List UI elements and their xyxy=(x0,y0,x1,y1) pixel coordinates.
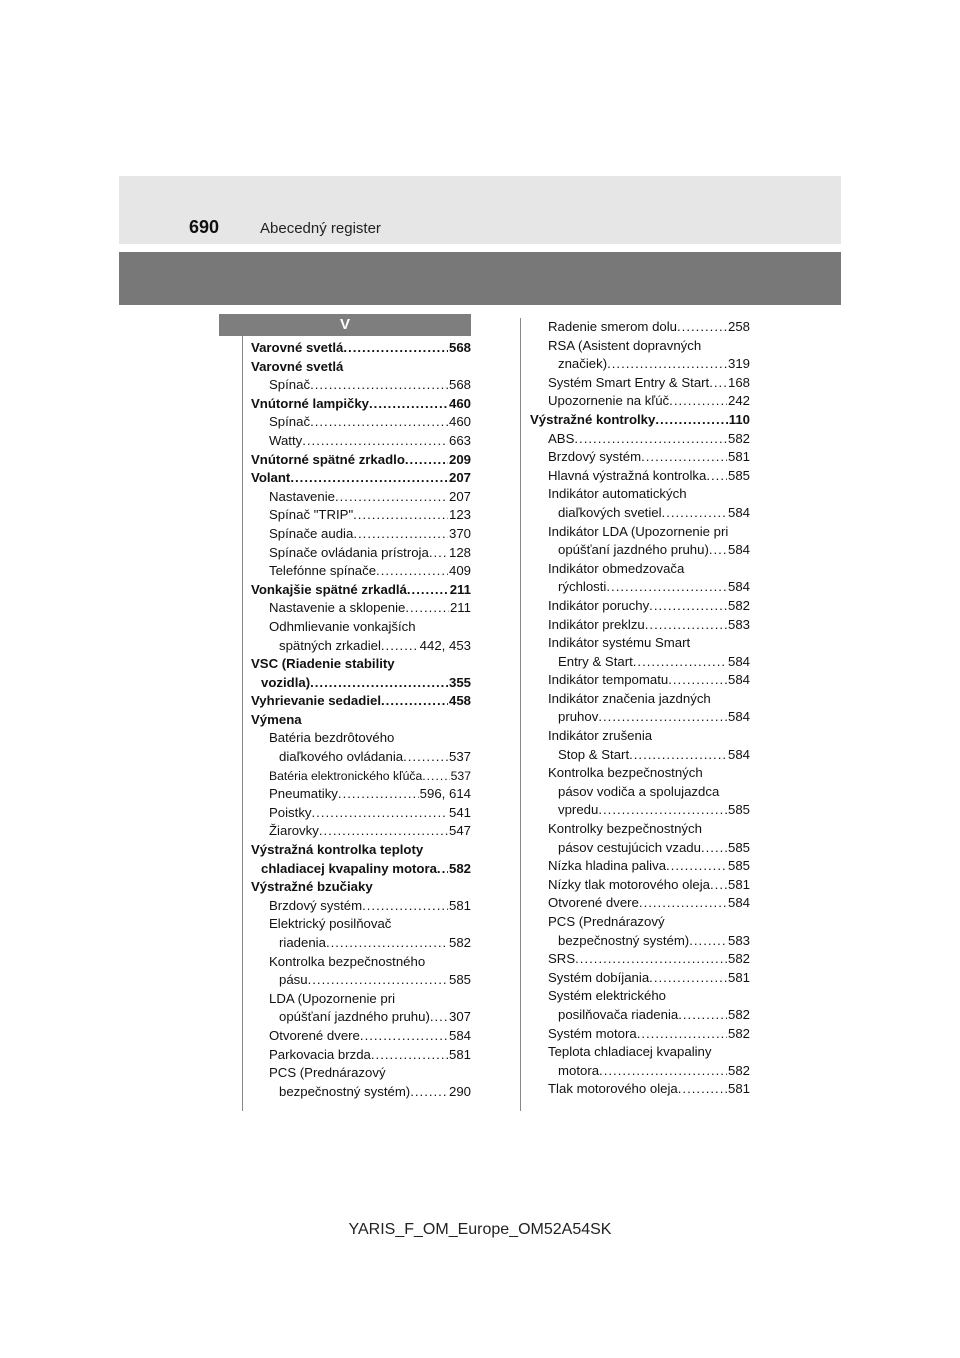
index-entry-term: Indikátor značenia jazdných xyxy=(548,690,711,706)
index-entry-page: 409 xyxy=(448,563,471,579)
index-entry-term: Varovné svetlá xyxy=(251,358,344,374)
index-entry xyxy=(530,448,750,467)
index-entry-page: 583 xyxy=(727,616,750,632)
index-entry xyxy=(251,1046,471,1065)
index-entry xyxy=(530,932,750,951)
index-entry xyxy=(251,395,471,414)
index-entry xyxy=(251,525,471,544)
index-entry xyxy=(530,467,750,486)
dot-leader xyxy=(666,857,727,876)
index-entry-page: 242 xyxy=(727,393,750,409)
index-entry-page: 585 xyxy=(448,972,471,988)
index-entry-term: Indikátor poruchy xyxy=(548,597,650,613)
index-entry-page: 581 xyxy=(727,876,750,892)
index-entry-term: bezpečnostný systém) xyxy=(279,1083,411,1099)
dot-leader xyxy=(376,562,448,581)
left-column-rule xyxy=(242,336,243,1111)
index-entry xyxy=(530,578,750,597)
index-entry-heading xyxy=(530,727,750,746)
index-entry xyxy=(530,876,750,895)
index-entry xyxy=(530,1006,750,1025)
index-entry-page: 460 xyxy=(448,395,471,411)
index-entry-page: 458 xyxy=(448,693,471,709)
index-entry-term: pásu xyxy=(279,972,308,988)
index-entry-page: 582 xyxy=(448,860,471,876)
index-entry xyxy=(251,562,471,581)
index-entry-page: 537 xyxy=(450,768,471,783)
dot-leader xyxy=(606,578,727,597)
index-entry xyxy=(530,950,750,969)
index-entry-heading xyxy=(251,729,471,748)
index-entry-term: RSA (Asistent dopravných xyxy=(548,337,702,353)
index-entry xyxy=(251,674,471,693)
index-entry xyxy=(530,1062,750,1081)
index-entry-term: Stop & Start xyxy=(558,746,630,762)
index-entry-page: 258 xyxy=(727,319,750,334)
index-entry-term: Vonkajšie spätné zrkadlá xyxy=(251,581,407,597)
right-column-rule xyxy=(520,318,521,1111)
index-entry-term: Brzdový systém xyxy=(269,897,363,913)
index-entry xyxy=(251,506,471,525)
index-entry-term: Výstražné bzučiaky xyxy=(251,879,373,895)
index-entry-page: 582 xyxy=(727,951,750,967)
index-entry-page: 581 xyxy=(727,969,750,985)
index-entry-term: LDA (Upozornenie pri xyxy=(269,990,396,1006)
dot-leader xyxy=(410,1083,448,1102)
index-entry xyxy=(530,504,750,523)
index-entry-term: PCS (Prednárazový xyxy=(548,914,665,929)
dot-leader xyxy=(310,413,448,432)
dot-leader xyxy=(312,804,448,823)
index-entry-term: značiek) xyxy=(558,356,608,372)
index-entry-term: diaľkového ovládania xyxy=(279,749,404,765)
index-entry-page: 584 xyxy=(727,579,750,595)
dot-leader xyxy=(701,839,727,858)
index-entry-term: Indikátor obmedzovača xyxy=(548,560,685,576)
index-entry-page: 581 xyxy=(448,1046,471,1062)
dot-leader xyxy=(599,1062,727,1081)
dot-leader xyxy=(607,355,727,374)
index-entry-term: pruhov xyxy=(558,709,599,725)
dot-leader xyxy=(362,897,448,916)
dot-leader xyxy=(709,541,727,560)
index-entry-term: Spínač xyxy=(269,377,311,393)
index-entry xyxy=(251,692,471,711)
index-entry-heading xyxy=(530,690,750,709)
index-entry-term: diaľkových svetiel xyxy=(558,504,662,520)
index-entry xyxy=(251,804,471,823)
dot-leader xyxy=(629,746,727,765)
index-entry xyxy=(530,1080,750,1099)
index-entry xyxy=(251,581,471,600)
dot-leader xyxy=(310,376,448,395)
dot-leader xyxy=(645,616,727,635)
index-entry-heading xyxy=(530,987,750,1006)
index-entry-heading xyxy=(251,1064,471,1083)
index-entry-term: Spínač xyxy=(269,414,311,430)
index-entry xyxy=(251,637,471,656)
index-entry-heading xyxy=(251,878,471,897)
index-entry-page: 585 xyxy=(727,839,750,855)
index-entry xyxy=(530,430,750,449)
index-entry-term: posilňovača riadenia xyxy=(558,1006,679,1022)
index-entry-page: 584 xyxy=(727,653,750,669)
index-entry-page: 582 xyxy=(727,1062,750,1078)
index-entry-page: 584 xyxy=(727,895,750,911)
index-entry xyxy=(530,969,750,988)
index-entry-term: bezpečnostný systém) xyxy=(558,932,690,948)
index-entry-term: Batéria elektronického kľúča xyxy=(269,768,423,783)
index-entry xyxy=(530,374,750,393)
index-entry-term: Nízky tlak motorového oleja xyxy=(548,876,710,892)
index-entry xyxy=(530,597,750,616)
index-entry-term: Výstražné kontrolky xyxy=(530,411,656,427)
index-entry-page: 584 xyxy=(727,542,750,558)
dot-leader xyxy=(575,950,727,969)
index-entry-heading xyxy=(530,820,750,839)
index-entry-heading xyxy=(530,913,750,932)
dot-leader xyxy=(429,544,448,563)
dot-leader xyxy=(369,395,448,414)
index-entry xyxy=(251,376,471,395)
index-entry-page: 584 xyxy=(727,672,750,688)
index-entry-term: Nastavenie a sklopenie xyxy=(269,600,406,616)
index-entry-page: 582 xyxy=(727,1006,750,1022)
index-entry-term: rýchlosti xyxy=(558,579,607,595)
dot-leader xyxy=(326,934,448,953)
index-entry-heading xyxy=(251,618,471,637)
index-entry-page: 585 xyxy=(727,858,750,874)
index-entry-page: 207 xyxy=(448,470,471,486)
index-entry-term: Systém motora xyxy=(548,1025,637,1041)
index-entry xyxy=(530,411,750,430)
index-entry-term: Nízka hladina paliva xyxy=(548,858,667,874)
index-entry-term: Spínače ovládania prístroja xyxy=(269,544,429,560)
index-entry-page: 442, 453 xyxy=(419,637,471,653)
index-entry-term: Brzdový systém xyxy=(548,449,642,465)
dot-leader xyxy=(353,525,448,544)
index-entry xyxy=(251,748,471,767)
index-entry xyxy=(251,1083,471,1102)
index-entry-term: Otvorené dvere xyxy=(269,1027,360,1043)
header-dark-band xyxy=(119,252,841,305)
dot-leader xyxy=(407,581,449,600)
dot-leader xyxy=(343,339,448,358)
dot-leader xyxy=(430,1008,448,1027)
index-entry-term: Systém Smart Entry & Start xyxy=(548,374,710,390)
index-entry-page: 207 xyxy=(448,488,471,504)
dot-leader xyxy=(290,469,448,488)
index-entry-heading xyxy=(530,1043,750,1062)
index-entry-page: 663 xyxy=(448,432,471,448)
index-entry xyxy=(251,488,471,507)
index-entry-term: Spínače audia xyxy=(269,525,354,541)
index-entry-page: 541 xyxy=(448,804,471,820)
index-entry-term: Nastavenie xyxy=(269,488,335,504)
index-entry-page: 290 xyxy=(448,1083,471,1099)
index-entry-term: Varovné svetlá xyxy=(251,340,344,355)
index-entry-page: 583 xyxy=(727,932,750,948)
index-entry-term: Indikátor systému Smart xyxy=(548,635,691,651)
index-entry xyxy=(251,469,471,488)
index-entry-term: riadenia xyxy=(279,935,326,950)
index-entry-term: Systém dobíjania xyxy=(548,969,650,985)
index-entry-page: 584 xyxy=(727,746,750,762)
index-entry-page: 123 xyxy=(448,507,471,523)
index-entry-term: Kontrolka bezpečnostného xyxy=(269,953,426,969)
index-entry-term: Indikátor zrušenia xyxy=(548,728,653,744)
index-entry xyxy=(251,971,471,990)
index-entry xyxy=(530,894,750,913)
index-entry-term: Výstražná kontrolka teploty xyxy=(251,842,424,858)
index-entry-term: Indikátor preklzu xyxy=(548,616,645,632)
index-entry xyxy=(251,413,471,432)
index-entry-term: Výmena xyxy=(251,711,302,727)
dot-leader xyxy=(310,674,448,693)
dot-leader xyxy=(677,318,727,337)
index-entry-term: VSC (Riadenie stability xyxy=(251,656,395,672)
index-entry-term: Kontrolky bezpečnostných xyxy=(548,821,702,837)
index-entry-page: 582 xyxy=(448,935,471,950)
dot-leader xyxy=(633,653,727,672)
index-entry-page: 568 xyxy=(448,340,471,355)
index-entry xyxy=(251,1027,471,1046)
index-entry-page: 596, 614 xyxy=(419,786,471,802)
index-entry xyxy=(251,897,471,916)
index-entry-heading xyxy=(530,783,750,802)
dot-leader xyxy=(598,708,727,727)
index-entry-page: 547 xyxy=(448,823,471,839)
index-entry-heading xyxy=(530,634,750,653)
index-entry xyxy=(530,392,750,411)
index-entry xyxy=(251,599,471,618)
index-entry-page: 582 xyxy=(727,1025,750,1041)
document-footer: YARIS_F_OM_Europe_OM52A54SK xyxy=(348,1221,612,1238)
index-entry-heading xyxy=(251,915,471,934)
index-entry-term: ABS xyxy=(548,430,575,446)
index-entry xyxy=(530,746,750,765)
index-entry xyxy=(530,541,750,560)
dot-leader xyxy=(678,1080,727,1099)
index-entry-page: 128 xyxy=(448,544,471,560)
index-entry xyxy=(530,355,750,374)
index-entry xyxy=(251,339,471,358)
index-entry-term: Teplota chladiacej kvapaliny xyxy=(548,1044,712,1060)
index-entry-term: Otvorené dvere xyxy=(548,895,639,911)
index-entry-term: Vnútorné lampičky xyxy=(251,395,369,411)
dot-leader xyxy=(649,969,727,988)
index-entry-page: 581 xyxy=(448,897,471,913)
dot-leader xyxy=(662,504,727,523)
dot-leader xyxy=(405,451,448,470)
header-band xyxy=(119,176,841,244)
index-entry-term: pásov cestujúcich vzadu xyxy=(558,839,701,855)
index-entry-term: Spínač "TRIP" xyxy=(269,507,354,523)
index-entry-term: Upozornenie na kľúč xyxy=(548,393,670,409)
dot-leader xyxy=(574,430,727,449)
index-entry-heading xyxy=(530,485,750,504)
index-entry-page: 355 xyxy=(448,674,471,690)
index-entry-heading xyxy=(530,560,750,579)
index-entry-heading xyxy=(251,358,471,377)
index-entry xyxy=(251,1008,471,1027)
index-letter-tab: V xyxy=(219,314,471,336)
index-entry-page: 110 xyxy=(728,411,750,427)
index-entry xyxy=(530,653,750,672)
index-entry xyxy=(251,544,471,563)
index-entry-term: motora xyxy=(558,1062,600,1078)
index-entry-term: spätných zrkadiel xyxy=(279,637,381,653)
index-entry xyxy=(530,671,750,690)
index-entry-page: 581 xyxy=(727,449,750,465)
dot-leader xyxy=(353,506,448,525)
index-entry-page: 585 xyxy=(727,467,750,483)
index-entry-page: 211 xyxy=(449,600,471,616)
dot-leader xyxy=(641,448,727,467)
dot-leader xyxy=(371,1046,448,1065)
index-entry-term: Vnútorné spätné zrkadlo xyxy=(251,451,405,467)
index-entry-page: 460 xyxy=(448,414,471,430)
index-entry-term: Kontrolka bezpečnostných xyxy=(548,765,703,781)
index-entry-term: Žiarovky xyxy=(269,823,319,839)
dot-leader xyxy=(669,392,727,411)
dot-leader xyxy=(381,692,448,711)
dot-leader xyxy=(598,801,727,820)
index-entry-heading xyxy=(251,953,471,972)
dot-leader xyxy=(706,467,727,486)
dot-leader xyxy=(709,374,727,393)
index-entry-term: vozidla) xyxy=(261,674,311,690)
dot-leader xyxy=(302,432,448,451)
index-entry-term: Systém elektrického xyxy=(548,988,666,1004)
index-entry xyxy=(530,839,750,858)
index-entry-term: chladiacej kvapaliny motora xyxy=(261,860,437,876)
index-entry xyxy=(530,318,750,337)
dot-leader xyxy=(655,411,727,430)
index-entry-heading xyxy=(251,711,471,730)
index-entry-term: Indikátor LDA (Upozornenie pri xyxy=(548,523,729,539)
dot-leader xyxy=(338,785,419,804)
index-entry-page: 168 xyxy=(727,374,750,390)
index-entry-term: Entry & Start xyxy=(558,653,633,669)
index-entry xyxy=(530,616,750,635)
index-entry xyxy=(251,451,471,470)
dot-leader xyxy=(710,876,727,895)
index-entry-page: 584 xyxy=(448,1027,471,1043)
index-entry-term: Vyhrievanie sedadiel xyxy=(251,693,381,709)
dot-leader xyxy=(639,894,727,913)
dot-leader xyxy=(405,599,449,618)
index-entry-page: 582 xyxy=(727,430,750,446)
index-entry-page: 584 xyxy=(727,709,750,725)
index-entry-heading xyxy=(251,655,471,674)
index-entry-term: PCS (Prednárazový xyxy=(269,1065,386,1081)
index-entry-term: Indikátor tempomatu xyxy=(548,672,669,688)
index-entry-page: 209 xyxy=(448,451,471,467)
index-entry-term: Batéria bezdrôtového xyxy=(269,730,395,746)
dot-leader xyxy=(381,637,419,656)
index-entry-heading xyxy=(530,337,750,356)
index-entry-term: Volant xyxy=(251,470,291,486)
index-entry xyxy=(530,857,750,876)
index-entry-term: Hlavná výstražná kontrolka xyxy=(548,467,707,483)
index-entry-page: 582 xyxy=(727,597,750,613)
index-entry xyxy=(530,801,750,820)
index-entry-term: opúšťaní jazdného pruhu) xyxy=(279,1009,430,1025)
dot-leader xyxy=(649,597,727,616)
section-title: Abecedný register xyxy=(260,220,381,237)
dot-leader xyxy=(668,671,727,690)
dot-leader xyxy=(422,767,449,786)
dot-leader xyxy=(637,1025,727,1044)
index-entry-term: pásov vodiča a spolujazdca xyxy=(558,783,720,799)
index-entry-page: 319 xyxy=(727,356,750,372)
index-entry-term: Parkovacia brzda xyxy=(269,1046,371,1062)
dot-leader xyxy=(360,1027,448,1046)
index-entry xyxy=(251,432,471,451)
dot-leader xyxy=(319,822,448,841)
index-entry xyxy=(530,1025,750,1044)
index-entry-term: SRS xyxy=(548,951,576,967)
index-entry-term: Elektrický posilňovač xyxy=(269,916,392,932)
index-entry-term: Watty xyxy=(269,432,303,448)
index-entry-page: 370 xyxy=(448,525,471,541)
index-entry-heading xyxy=(530,764,750,783)
index-entry-page: 211 xyxy=(449,581,471,597)
index-entry xyxy=(530,708,750,727)
index-entry-term: Pneumatiky xyxy=(269,786,338,802)
right-index-column xyxy=(530,318,750,1099)
index-entry-heading xyxy=(530,523,750,542)
index-entry-term: opúšťaní jazdného pruhu) xyxy=(558,542,709,558)
index-entry-term: Odhmlievanie vonkajších xyxy=(269,618,416,634)
page-number: 690 xyxy=(189,217,220,237)
index-entry-page: 584 xyxy=(727,504,750,520)
index-entry-page: 568 xyxy=(448,377,471,393)
index-entry xyxy=(251,785,471,804)
index-entry-term: Radenie smerom dolu xyxy=(548,319,678,334)
index-entry-term: Poistky xyxy=(269,804,312,820)
index-entry-page: 307 xyxy=(448,1009,471,1025)
index-entry xyxy=(251,822,471,841)
index-entry-page: 581 xyxy=(727,1081,750,1097)
index-entry-page: 585 xyxy=(727,802,750,818)
index-entry-term: Telefónne spínače xyxy=(269,563,377,579)
dot-leader xyxy=(689,932,727,951)
index-entry xyxy=(251,767,471,786)
dot-leader xyxy=(335,488,448,507)
index-entry xyxy=(251,860,471,879)
dot-leader xyxy=(678,1006,727,1025)
index-entry xyxy=(251,934,471,953)
dot-leader xyxy=(403,748,448,767)
index-entry-term: Tlak motorového oleja xyxy=(548,1081,678,1097)
dot-leader xyxy=(437,860,448,879)
index-entry-term: vpredu xyxy=(558,802,599,818)
index-entry-page: 537 xyxy=(448,749,471,765)
left-index-column xyxy=(251,339,471,1101)
index-entry-heading xyxy=(251,841,471,860)
dot-leader xyxy=(308,971,448,990)
index-entry-heading xyxy=(251,990,471,1009)
index-entry-term: Indikátor automatických xyxy=(548,486,687,502)
